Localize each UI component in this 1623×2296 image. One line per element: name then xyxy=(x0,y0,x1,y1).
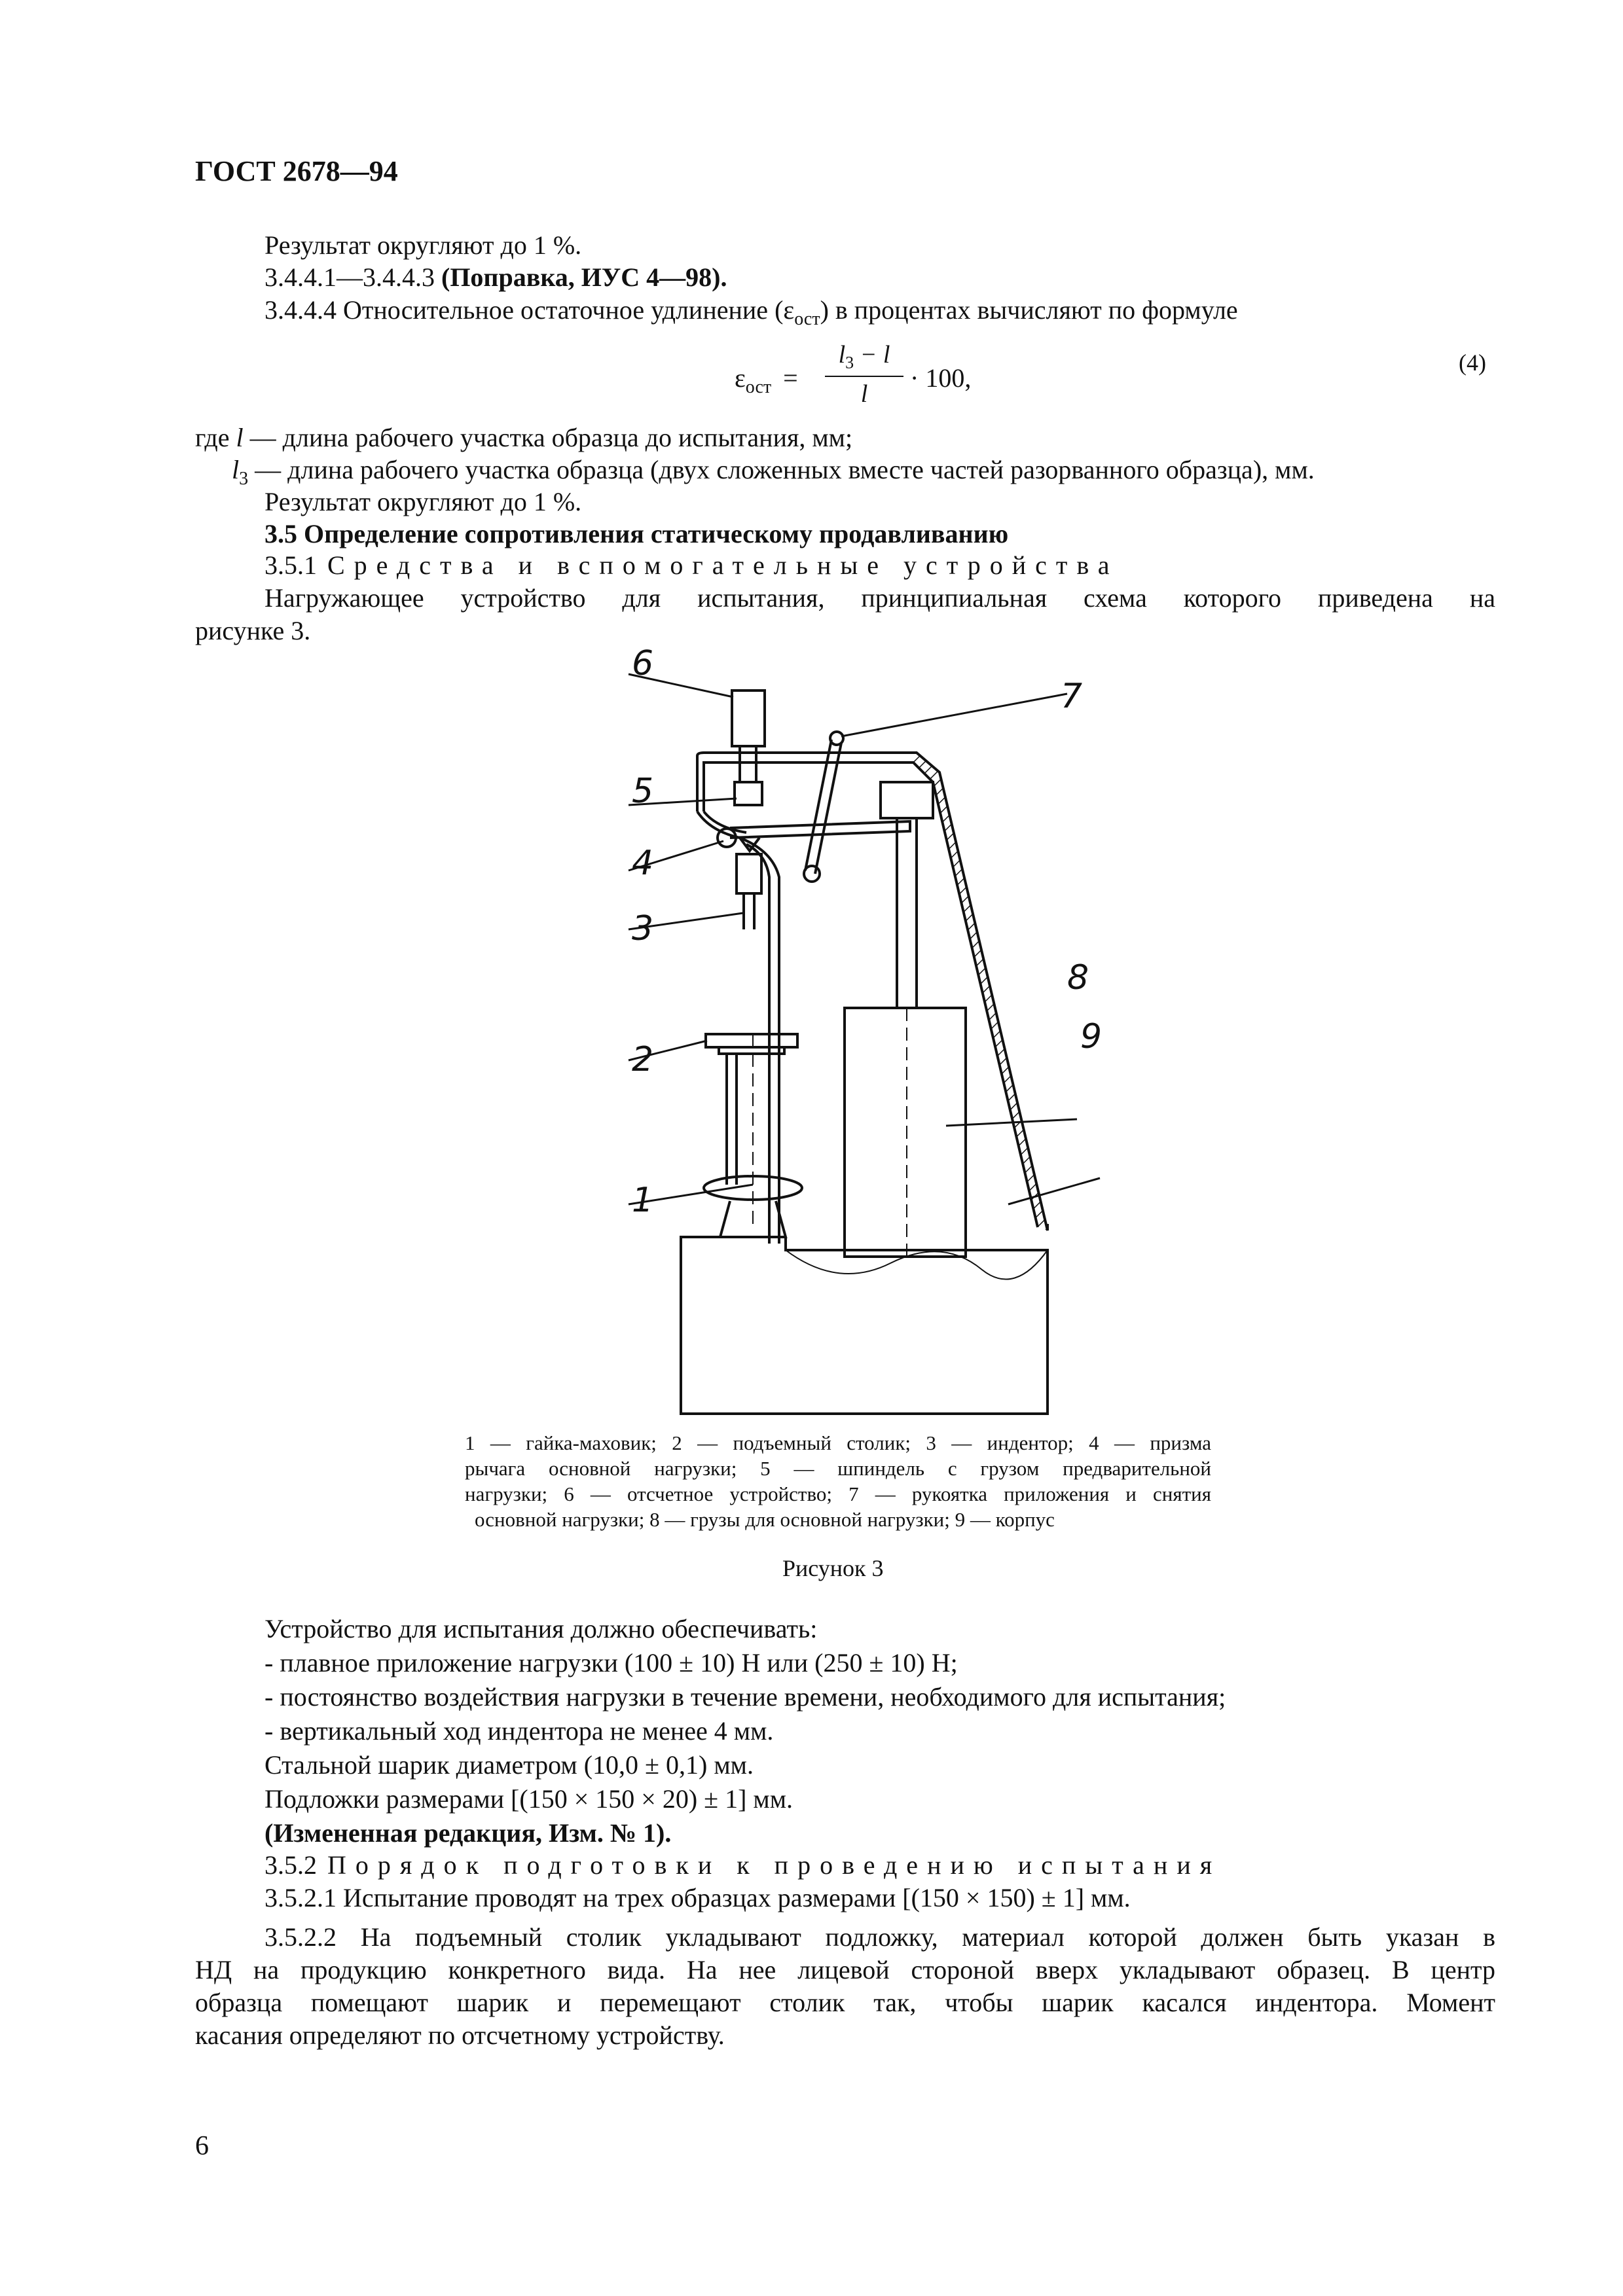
formula-lhs: $\varepsilon_{ост}$ = xyxy=(735,363,798,397)
figure-label-3: 3 xyxy=(632,909,654,948)
formula-4 xyxy=(727,340,1185,412)
result-rounding-2: Результат округляют до 1 %. xyxy=(264,487,582,516)
base xyxy=(681,1237,1048,1414)
clause-range: 3.4.4.1—3.4.4.3 xyxy=(264,262,435,292)
substrate-spec: Подложки размерами [(150 × 150 × 20) ± 1] мм. xyxy=(264,1784,793,1814)
requirement-item: - вертикальный ход индентора не менее 4 мм. xyxy=(264,1716,774,1746)
lifting-table xyxy=(704,1034,802,1237)
housing-hatch xyxy=(913,753,1048,1230)
formula-rhs: · 100, xyxy=(910,363,972,393)
clause-3-4-4-4: 3.4.4.4 Относительное остаточное удлинение $(\varepsilon_{ост})$ в процентах вычисляют по формуле xyxy=(264,295,1238,329)
figure-label-2: 2 xyxy=(632,1040,654,1079)
subsection-3-5-2: 3.5.2 Порядок подготовки к проведению испытания xyxy=(264,1850,1222,1880)
standard-header: ГОСТ 2678—94 xyxy=(195,155,398,187)
figure-label-8: 8 xyxy=(1067,958,1089,997)
requirement-item: - постоянство воздействия нагрузки в течение времени, необходимого для испытания; xyxy=(264,1682,1226,1712)
section-3-5-title: 3.5 Определение сопротивления статическому продавливанию xyxy=(264,519,1009,548)
loading-device-para-2: рисунке 3. xyxy=(195,616,311,645)
edited-note: (Измененная редакция, Изм. № 1). xyxy=(264,1818,672,1848)
figure-title: Рисунок 3 xyxy=(782,1555,884,1581)
formula-number: (4) xyxy=(1459,350,1486,376)
figure-label-9: 9 xyxy=(1080,1017,1103,1056)
requirements-intro: Устройство для испытания должно обеспечивать: xyxy=(264,1614,818,1643)
figure-label-4: 4 xyxy=(632,844,654,883)
figure-label-1: 1 xyxy=(632,1181,654,1220)
where-l: где l — длина рабочего участка образца до испытания, мм; xyxy=(195,423,853,452)
figure-caption-line-1: 1 — гайка-маховик; 2 — подъемный столик; 3 — индентор; 4 — призма xyxy=(465,1431,1211,1454)
result-rounding-1: Результат округляют до 1 %. xyxy=(264,230,582,260)
formula-denominator: l xyxy=(860,380,868,408)
clause-3-5-2-2-line-2: НД на продукцию конкретного вида. На нее лицевой стороной вверх укладывают образец. В центр xyxy=(195,1955,1495,1984)
figure-caption-line-3: нагрузки; 6 — отсчетное устройство; 7 — рукоятка приложения и снятия xyxy=(465,1482,1211,1505)
amendment-ref: (Поправка, ИУС 4—98). xyxy=(441,262,727,292)
page-number: 6 xyxy=(195,2131,209,2161)
figure-label-5: 5 xyxy=(632,772,654,811)
fraction-bar xyxy=(825,376,903,377)
subsection-3-5-1: 3.5.1 Средства и вспомогательные устройства xyxy=(264,550,1119,580)
clause-3-5-2-2-line-1: 3.5.2.2 На подъемный столик укладывают подложку, материал которой должен быть указан в xyxy=(264,1922,1495,1952)
figure-caption-line-2: рычага основной нагрузки; 5 — шпиндель с грузом предварительной xyxy=(465,1457,1211,1480)
clause-3-5-2-2-line-4: касания определяют по отсчетному устройству. xyxy=(195,2020,725,2050)
amendment-line xyxy=(264,262,727,293)
where-l3: $l_3$ — длина рабочего участка образца (двух сложенных вместе частей разорванного образца), мм. xyxy=(232,455,1315,489)
figure-label-6: 6 xyxy=(632,644,654,683)
figure-label-7: 7 xyxy=(1061,677,1083,716)
clause-3-5-2-2-line-3: образца помещают шарик и перемещают столик так, чтобы шарик касался индентора. Момент xyxy=(195,1988,1495,2017)
steel-ball-spec: Стальной шарик диаметром (10,0 ± 0,1) мм. xyxy=(264,1750,754,1780)
figure-3-schematic xyxy=(589,641,1139,1427)
requirement-item: - плавное приложение нагрузки (100 ± 10) Н или (250 ± 10) Н; xyxy=(264,1648,958,1677)
figure-caption-line-4: основной нагрузки; 8 — грузы для основной нагрузки; 9 — корпус xyxy=(475,1508,1055,1531)
clause-3-5-2-1: 3.5.2.1 Испытание проводят на трех образцах размерами [(150 × 150) ± 1] мм. xyxy=(264,1883,1131,1912)
loading-device-para-1: Нагружающее устройство для испытания, принципиальная схема которого приведена на xyxy=(264,583,1495,613)
formula-numerator: $l_3 - l$ xyxy=(838,341,890,372)
